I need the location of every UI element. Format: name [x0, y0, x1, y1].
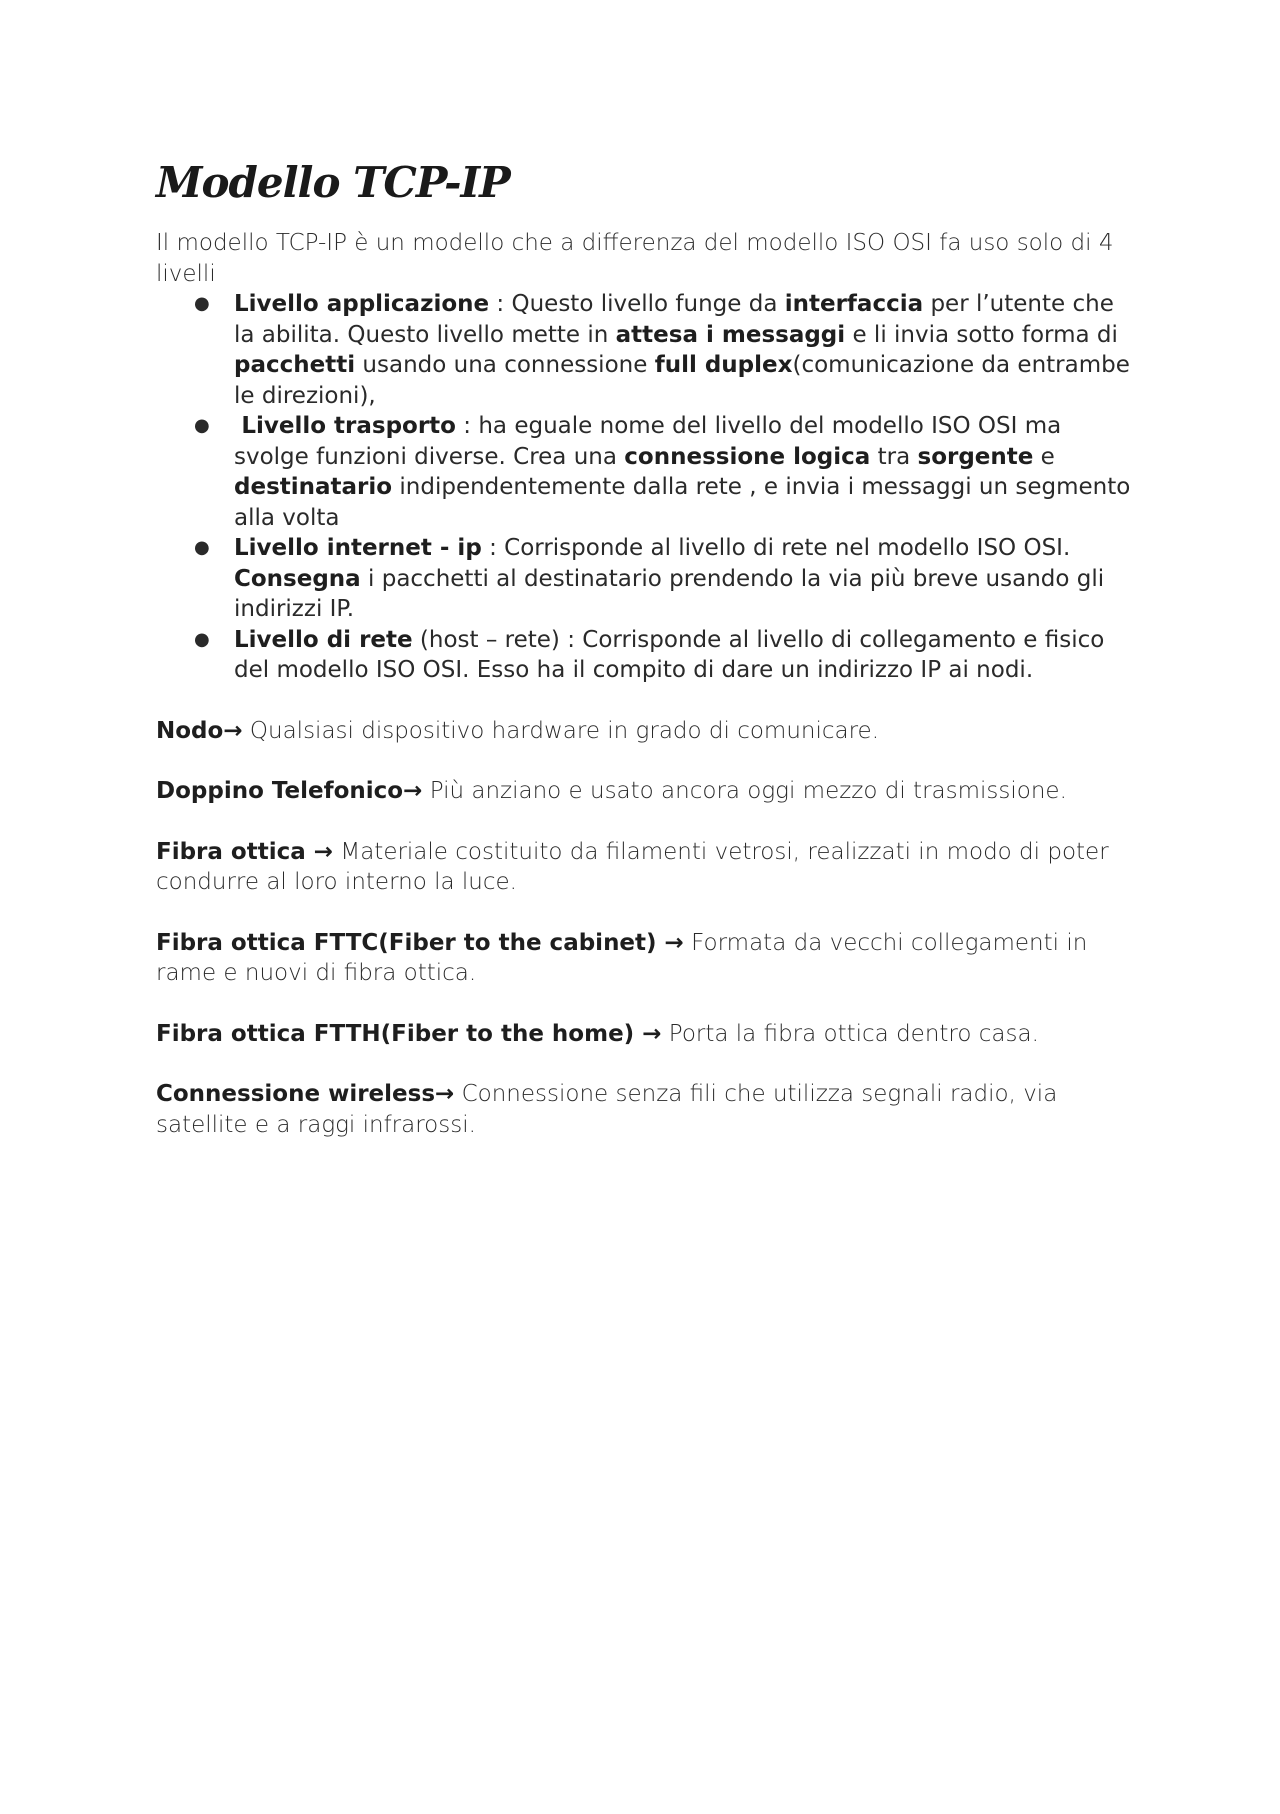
- level-name: Livello internet - ip: [234, 535, 482, 562]
- level-text: per l’utente che la abilita. Questo livello mette in: [234, 291, 1114, 348]
- level-keyword: full duplex: [654, 352, 793, 379]
- level-keyword: attesa i messaggi: [615, 321, 846, 348]
- definition-term: Fibra ottica FTTH(Fiber to the home) →: [156, 1020, 662, 1047]
- level-text: tra: [870, 443, 918, 470]
- definition-fttc: [156, 928, 1136, 989]
- level-text: e: [1033, 443, 1055, 470]
- definition-fibra-ottica: [156, 837, 1136, 898]
- level-text: (comunicazione da entrambe le direzioni),: [234, 352, 1130, 409]
- definition-term: Doppino Telefonico→: [156, 778, 423, 805]
- bullet-icon: ●: [194, 537, 210, 559]
- definition-wireless: [156, 1079, 1136, 1140]
- level-keyword: interfaccia: [784, 291, 924, 318]
- definition-term: Fibra ottica FTTC(Fiber to the cabinet) →: [156, 929, 684, 956]
- definition-text: Formata da vecchi collegamenti in rame e nuovi di fibra ottica.: [156, 929, 1088, 987]
- levels-list: [156, 289, 1136, 686]
- list-item: [194, 533, 1136, 625]
- list-item: [194, 411, 1136, 533]
- level-text: e li invia sotto forma di: [845, 321, 1118, 348]
- level-name: Livello trasporto: [241, 413, 456, 440]
- bullet-icon: ●: [194, 293, 210, 315]
- level-keyword: Consegna: [234, 565, 361, 592]
- level-text: i pacchetti al destinatario prendendo la via più breve usando gli indirizzi IP.: [234, 565, 1105, 623]
- definition-text: Qualsiasi dispositivo hardware in grado di comunicare.: [242, 717, 880, 744]
- intro-paragraph: Il modello TCP-IP è un modello che a differenza del modello ISO OSI fa uso solo di 4 livelli: [156, 230, 1114, 287]
- bullet-icon: ●: [194, 415, 210, 437]
- definition-text: Connessione senza fili che utilizza segnali radio, via satellite e a raggi infrarossi.: [156, 1081, 1058, 1138]
- level-text: : ha eguale nome del livello del modello ISO OSI ma svolge funzioni diverse. Crea una: [234, 413, 1062, 470]
- document-page: [156, 160, 1136, 1140]
- definition-text: Più anziano e usato ancora oggi mezzo di trasmissione.: [422, 778, 1067, 805]
- level-text: : Questo livello funge da: [489, 291, 785, 318]
- level-keyword: connessione logica: [624, 443, 871, 470]
- level-keyword: destinatario: [234, 474, 393, 501]
- list-item: [194, 625, 1136, 686]
- definition-text: Porta la fibra ottica dentro casa.: [661, 1020, 1039, 1047]
- level-keyword: pacchetti: [234, 352, 356, 379]
- level-name: Livello applicazione: [234, 291, 490, 318]
- definition-term: Nodo→: [156, 717, 243, 744]
- definition-term: Fibra ottica →: [156, 838, 334, 865]
- definition-ftth: [156, 1019, 1136, 1050]
- definition-doppino: [156, 776, 1136, 807]
- page-title: Modello TCP-IP: [156, 158, 510, 207]
- list-item: [194, 289, 1136, 411]
- level-text: : Corrisponde al livello di rete nel modello ISO OSI.: [481, 535, 1071, 562]
- level-text: usando una connessione: [355, 352, 655, 379]
- bullet-icon: ●: [194, 628, 210, 650]
- definition-nodo: [156, 716, 1136, 747]
- level-name: Livello di rete: [234, 626, 413, 653]
- definition-term: Connessione wireless→: [156, 1081, 455, 1108]
- level-keyword: sorgente: [917, 443, 1034, 470]
- level-text: indipendentemente dalla rete , e invia i messaggi un segmento alla volta: [234, 474, 1131, 531]
- definition-text: Materiale costituito da filamenti vetrosi, realizzati in modo di poter condurre al loro interno la luce.: [156, 838, 1109, 896]
- level-text: (host – rete) : Corrisponde al livello di collegamento e fisico del modello ISO OSI. Esso ha il compito di dare un indirizzo IP ai nodi.: [234, 626, 1105, 684]
